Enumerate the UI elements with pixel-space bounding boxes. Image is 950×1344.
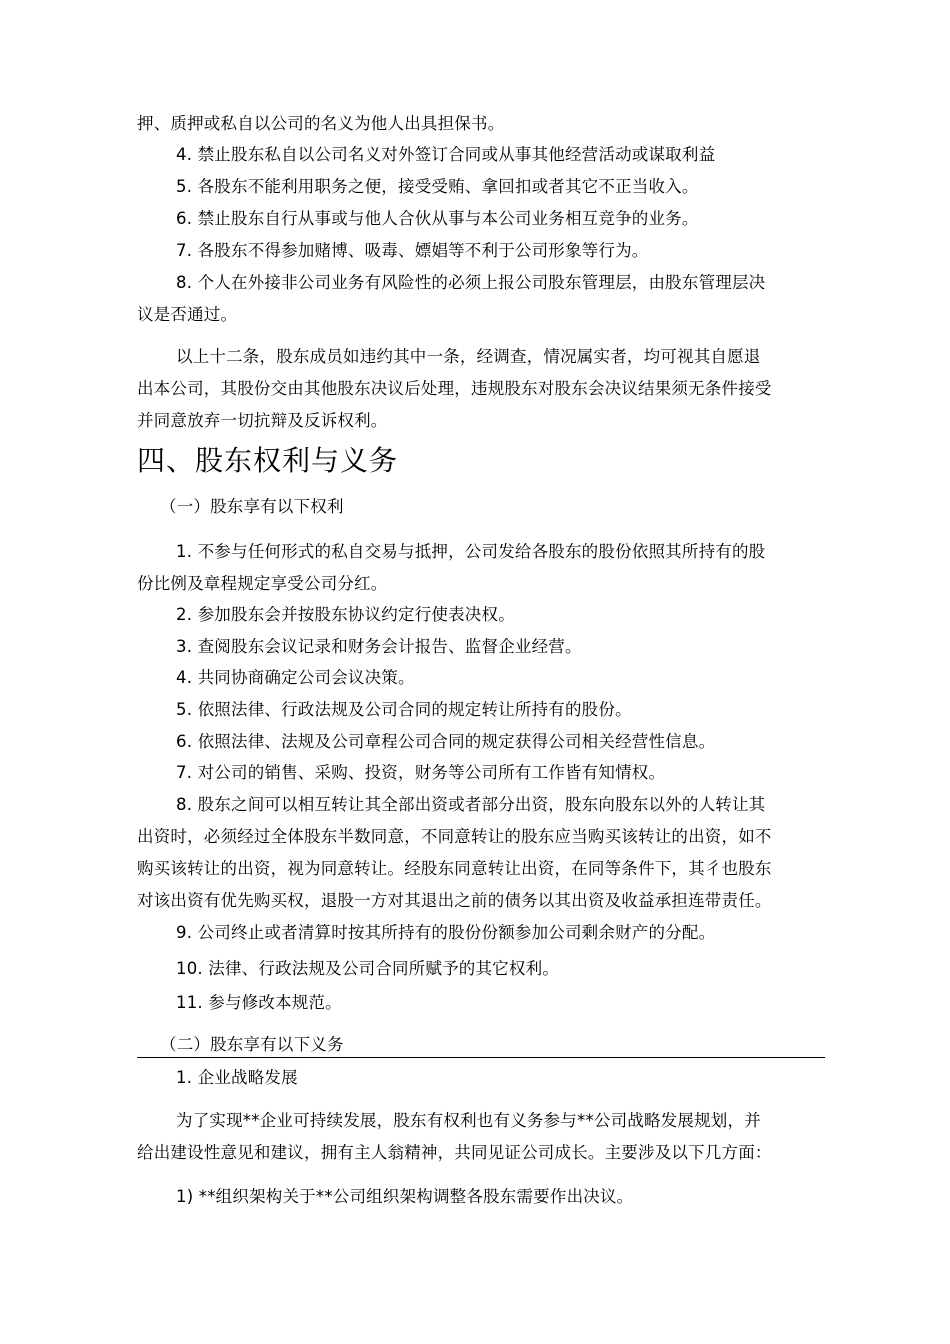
paragraph-line: 给出建设性意见和建议，拥有主人翁精神，共同见证公司成长。主要涉及以下几方面： (137, 1143, 772, 1162)
list-item: 9. 公司终止或者清算时按其所持有的股份份额参加公司剩余财产的分配。 (176, 923, 716, 942)
list-item: 10. 法律、行政法规及公司合同所赋予的其它权利。 (176, 959, 559, 978)
list-item: 5. 各股东不能利用职务之便，接受受贿、拿回扣或者其它不正当收入。 (176, 177, 699, 196)
list-item: 2. 参加股东会并按股东协议约定行使表决权。 (176, 605, 515, 624)
list-item: 3. 查阅股东会议记录和财务会计报告、监督企业经营。 (176, 637, 582, 656)
paragraph-line: 份比例及章程规定享受公司分红。 (137, 574, 388, 593)
list-item: 1) **组织架构关于**公司组织架构调整各股东需要作出决议。 (176, 1187, 634, 1206)
subsection-heading: （二）股东享有以下义务 (160, 1035, 344, 1054)
list-item: 1. 不参与任何形式的私自交易与抵押，公司发给各股东的股份依照其所持有的股 (176, 542, 766, 561)
section-heading: 四、股东权利与义务 (137, 444, 399, 477)
list-item: 8. 个人在外接非公司业务有风险性的必须上报公司股东管理层，由股东管理层决 (176, 273, 766, 292)
paragraph-line: 对该出资有优先购买权，退股一方对其退出之前的债务以其出资及收益承担连带责任。 (137, 891, 772, 910)
divider (137, 1057, 825, 1058)
list-item: 7. 各股东不得参加赌博、吸毒、嫖娼等不利于公司形象等行为。 (176, 241, 649, 260)
list-item: 6. 禁止股东自行从事或与他人合伙从事与本公司业务相互竞争的业务。 (176, 209, 699, 228)
paragraph-line: 以上十二条，股东成员如违约其中一条，经调查，情况属实者，均可视其自愿退 (176, 347, 761, 366)
list-item: 4. 共同协商确定公司会议决策。 (176, 668, 415, 687)
paragraph-line: 出资时，必须经过全体股东半数同意，不同意转让的股东应当购买该转让的出资，如不 (137, 827, 772, 846)
list-item: 5. 依照法律、行政法规及公司合同的规定转让所持有的股份。 (176, 700, 632, 719)
paragraph-line: 并同意放弃一切抗辩及反诉权利。 (137, 411, 388, 430)
list-item: 11. 参与修改本规范。 (176, 993, 342, 1012)
paragraph-line: 购买该转让的出资，视为同意转让。经股东同意转让出资，在同等条件下，其彳也股东 (137, 859, 772, 878)
paragraph-line: 为了实现**企业可持续发展，股东有权利也有义务参与**公司战略发展规划，并 (176, 1111, 761, 1130)
paragraph-line: 出本公司，其股份交由其他股东决议后处理，违规股东对股东会决议结果须无条件接受 (137, 379, 772, 398)
paragraph-line: 议是否通过。 (137, 305, 238, 324)
list-item: 1. 企业战略发展 (176, 1068, 298, 1087)
list-item: 8. 股东之间可以相互转让其全部出资或者部分出资，股东向股东以外的人转让其 (176, 795, 766, 814)
subsection-heading: （一）股东享有以下权利 (160, 497, 344, 516)
list-item: 4. 禁止股东私自以公司名义对外签订合同或从事其他经营活动或谋取利益 (176, 145, 716, 164)
list-item: 7. 对公司的销售、采购、投资，财务等公司所有工作皆有知情权。 (176, 763, 666, 782)
paragraph-line: 押、质押或私自以公司的名义为他人出具担保书。 (137, 114, 505, 133)
list-item: 6. 依照法律、法规及公司章程公司合同的规定获得公司相关经营性信息。 (176, 732, 716, 751)
